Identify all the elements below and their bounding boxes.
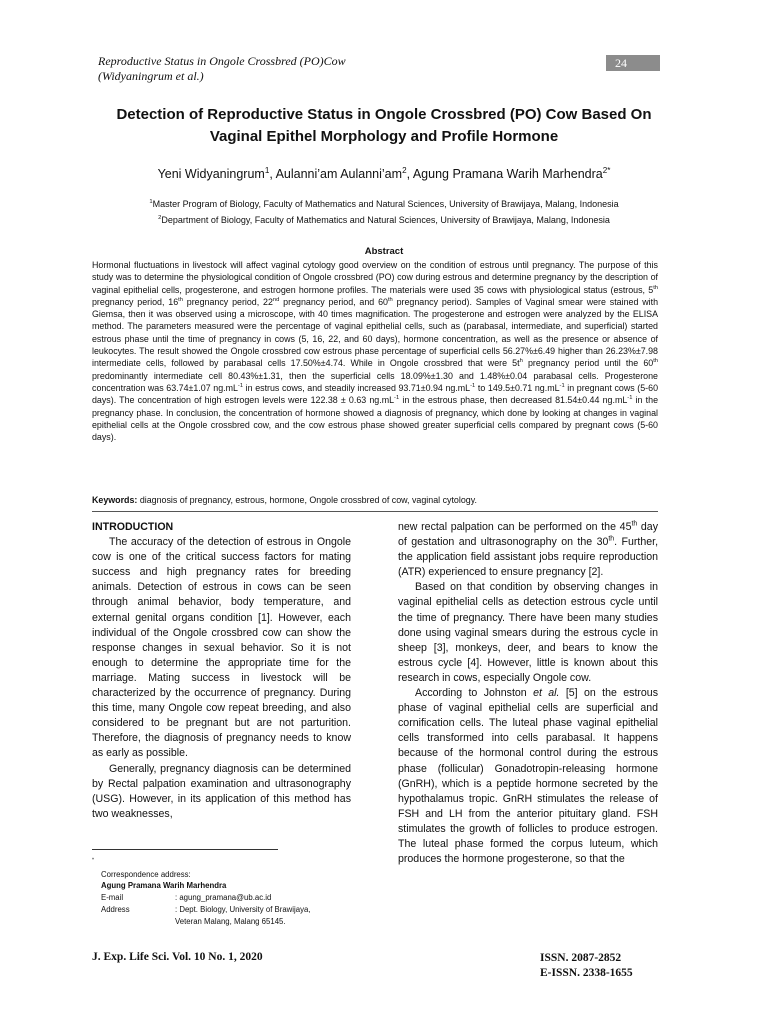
footnote-title: Correspondence address: <box>101 869 191 879</box>
running-head <box>98 54 346 84</box>
paper-title-line-2: Vaginal Epithel Morphology and Profile Hormone <box>209 128 559 145</box>
author-name: Yeni Widyaningrum <box>157 167 265 181</box>
author-list <box>60 165 708 183</box>
running-head-title: Reproductive Status in Ongole Crossbred (PO)Cow <box>98 54 346 68</box>
right-column <box>398 520 658 867</box>
affiliation-2 <box>60 213 708 227</box>
body-paragraph: Generally, pregnancy diagnosis can be determined by Rectal palpation examination and ultrasonography (USG). However, in its application of this method has two weaknesses, <box>92 762 351 820</box>
page-number-badge: 24 <box>606 55 660 71</box>
body-paragraph: Based on that condition by observing changes in vaginal epithelial cells as detection estrous cycle until the time of pregnancy. There have been many studies done using vaginal smears during the estrous cycle in sheep [3], monkeys, deer, and bears to know the estrous cycle [4]. However, little is known about this research in cows, especially Ongole cow. <box>398 581 658 684</box>
journal-citation: J. Exp. Life Sci. Vol. 10 No. 1, 2020 <box>92 951 263 963</box>
footnote-divider <box>92 849 278 850</box>
keywords-line <box>92 494 658 506</box>
abstract-divider <box>92 511 658 512</box>
paper-title-line-1: Detection of Reproductive Status in Ongole Crossbred (PO) Cow Based On <box>116 106 652 123</box>
issn: ISSN. 2087-2852 <box>540 952 622 964</box>
keywords-text: diagnosis of pregnancy, estrous, hormone, Ongole crossbred of cow, vaginal cytology. <box>137 495 477 505</box>
author-name: , Aulanni’am Aulanni’am <box>269 167 403 181</box>
section-heading-introduction: INTRODUCTION <box>92 521 174 533</box>
affiliation-1 <box>60 197 708 211</box>
abstract-heading: Abstract <box>364 246 404 257</box>
author-name: , Agung Pramana Warih Marhendra <box>406 167 603 181</box>
footnote-author: Agung Pramana Warih Marhendra <box>101 881 227 891</box>
body-paragraph: The accuracy of the detection of estrous in Ongole cow is one of the critical success factors for mating success and high pregnancy rates for breeding animals. Detection of estrous in cows can be seen through animal behavior, body temperature, and external genital organs condition [1]. However, each individual of the Ongole crossbred cow can show the response changes in sexual behavior. So it is not enough to determine the appropriate time for the marriage. Mating success in livestock will be characterized by the occurrence of pregnancy. During this time, many Ongole cow repeat breeding, and also considered to be pregnant but are not parturition. Therefore, the diagnosis of pregnancy needs to know as early as possible. <box>92 536 351 760</box>
keywords-label: Keywords: <box>92 495 138 505</box>
issn-block <box>540 951 633 981</box>
author-affil-mark: 1 <box>264 165 270 175</box>
body-paragraph: According to Johnston et al. [5] on the estrous phase of vaginal epithelial cells are superficial and cornification cells. The luteal phase vaginal epithelial cells transformed into cells parabasal. It happens because of the hormonal control during the estrous phase (follicular) Gonadotropin-releasing hormone (GnRH), which is a peptide hormone secreted by the hypothalamus tropic. GnRH stimulates the release of FSH and LH from the anterior pituitary gland. FSH stimulates the growth of follicles to produce estrogen. The luteal phase formed the corpus luteum, which produces the hormone progesterone, so that the <box>398 687 658 866</box>
eissn: E-ISSN. 2338-1655 <box>540 967 633 979</box>
left-column <box>92 520 351 822</box>
footnote-mark: * <box>92 857 94 864</box>
correspondence-footnote <box>92 857 362 927</box>
footnote-address-row: Address : Dept. Biology, University of Brawijaya, <box>101 904 311 914</box>
author-affil-mark: 2 <box>402 165 407 175</box>
abstract-text: Hormonal fluctuations in livestock will affect vaginal cytology good overview on the condition of estrous until pregnancy. The purpose of this study was to determine the physiological condition of Ongole crossbred (PO) cow during estrous and determine pregnancy by the description of vaginal epithelial cells, progesterone, and estrogen hormone profiles. The materials were used 35 cows with physiological status (estrous, 5th pregnancy period, 16th pregnancy period, 22nd pregnancy period, and 60th pregnancy period). Samples of Vaginal smear were stained with Giemsa, then it was observed using a microscope, with 40 times magnification. The progesterone and estrogen were analyzed by the ELISA method. The parameters measured were the percentage of vaginal epithelial cells, such as (parabasal, intermediate, and superficial) started estrous phase until the time of pregnancy in cows (5, 16, 22, and 60 days), hormone concentration, as well as the presence or absence of leukocytes. The result showed the Ongole crossbred cow estrous phase percentage of superficial cells 56.27%±6.49 higher than 26.23%±7.98 intermediate cells, followed by parabasal cells 17.50%±4.74. While in Ongole crossbred that were $5t^h$ pregnancy period until the 60th predominantly intermediate cell 80.43%±1.31, then the superficial cells 18.09%±1.30 and 1.48%±0.04 parabasal cells. Progesterone concentration was 63.74±1.07 $ng.mL^{-1}$ in estrus cows, and steadily increased 93.71±0.94 $ng.mL^{-1}$ to 149.5±0.71 $ng.mL^{-1}$ in pregnant cows (5-60 days). The concentration of high estrogen levels were 122.38 ± 0.63 $ng.mL^{-1}$ in the estrous phase, then decreased 81.54±0.44 $ng.mL^{-1}$ in the pregnancy phase. In conclusion, the concentration of hormone showed a diagnosis of pregnancy, which done by looking at changes in vaginal epithelial cells at the Ongole crossbred cow, and the cow estrous phase showed greater superficial cells compared by pregnant cows (5-60 days). <box>92 260 659 443</box>
footnote-email-row: E-mail : agung_pramana@ub.ac.id <box>101 893 272 903</box>
paper-title <box>90 104 678 148</box>
running-head-authors: (Widyaningrum et al.) <box>98 69 204 83</box>
footnote-address-row: Veteran Malang, Malang 65145. <box>175 916 286 926</box>
author-affil-mark: 2* <box>602 165 611 175</box>
body-paragraph: new rectal palpation can be performed on the 45th day of gestation and ultrasonography on the 30th. Further, the application field assistant jobs require reproduction (ATR) experienced to ensure pregnancy [2]. <box>398 520 659 579</box>
affiliation-text: Department of Biology, Faculty of Mathematics and Natural Sciences, University of Brawijaya, Malang, Indonesia <box>161 215 610 225</box>
affiliation-text: Master Program of Biology, Faculty of Mathematics and Natural Sciences, University of Brawijaya, Malang, Indonesia <box>152 199 619 209</box>
affiliation-mark: 2 <box>158 215 162 221</box>
affiliation-mark: 1 <box>149 199 153 205</box>
